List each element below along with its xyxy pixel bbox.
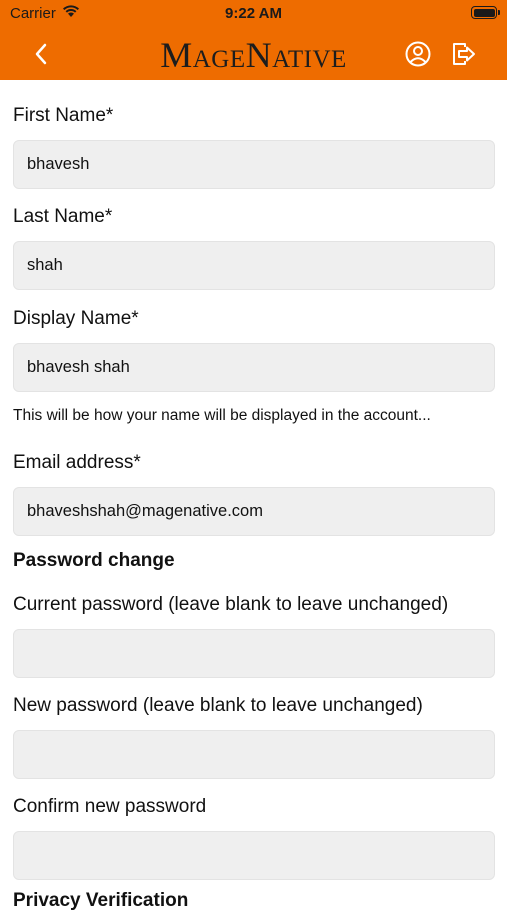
confirm-password-label: Confirm new password (13, 796, 207, 817)
display-name-field[interactable]: bhavesh shah (13, 343, 495, 392)
confirm-password-field[interactable] (13, 831, 495, 880)
display-name-label: Display Name* (13, 308, 139, 329)
current-password-field[interactable] (13, 629, 495, 678)
last-name-field[interactable]: shah (13, 241, 495, 290)
battery-icon (471, 6, 497, 19)
password-section-heading: Password change (13, 550, 175, 571)
email-field[interactable]: bhaveshshah@magenative.com (13, 487, 495, 536)
app-logo: MageNative (160, 35, 347, 75)
user-circle-icon[interactable] (404, 40, 432, 68)
last-name-label: Last Name* (13, 206, 113, 227)
nav-bar (0, 28, 507, 80)
privacy-section-heading: Privacy Verification (13, 890, 189, 911)
first-name-field[interactable]: bhavesh (13, 140, 495, 189)
new-password-field[interactable] (13, 730, 495, 779)
current-password-label: Current password (leave blank to leave unchanged) (13, 594, 449, 615)
logout-icon[interactable] (450, 40, 478, 68)
carrier-label: Carrier (10, 5, 56, 22)
display-name-hint: This will be how your name will be displayed in the account... (13, 407, 431, 424)
first-name-label: First Name* (13, 105, 114, 126)
new-password-label: New password (leave blank to leave unchanged) (13, 695, 423, 716)
clock: 9:22 AM (225, 5, 282, 22)
email-label: Email address* (13, 452, 141, 473)
status-bar (0, 0, 507, 28)
